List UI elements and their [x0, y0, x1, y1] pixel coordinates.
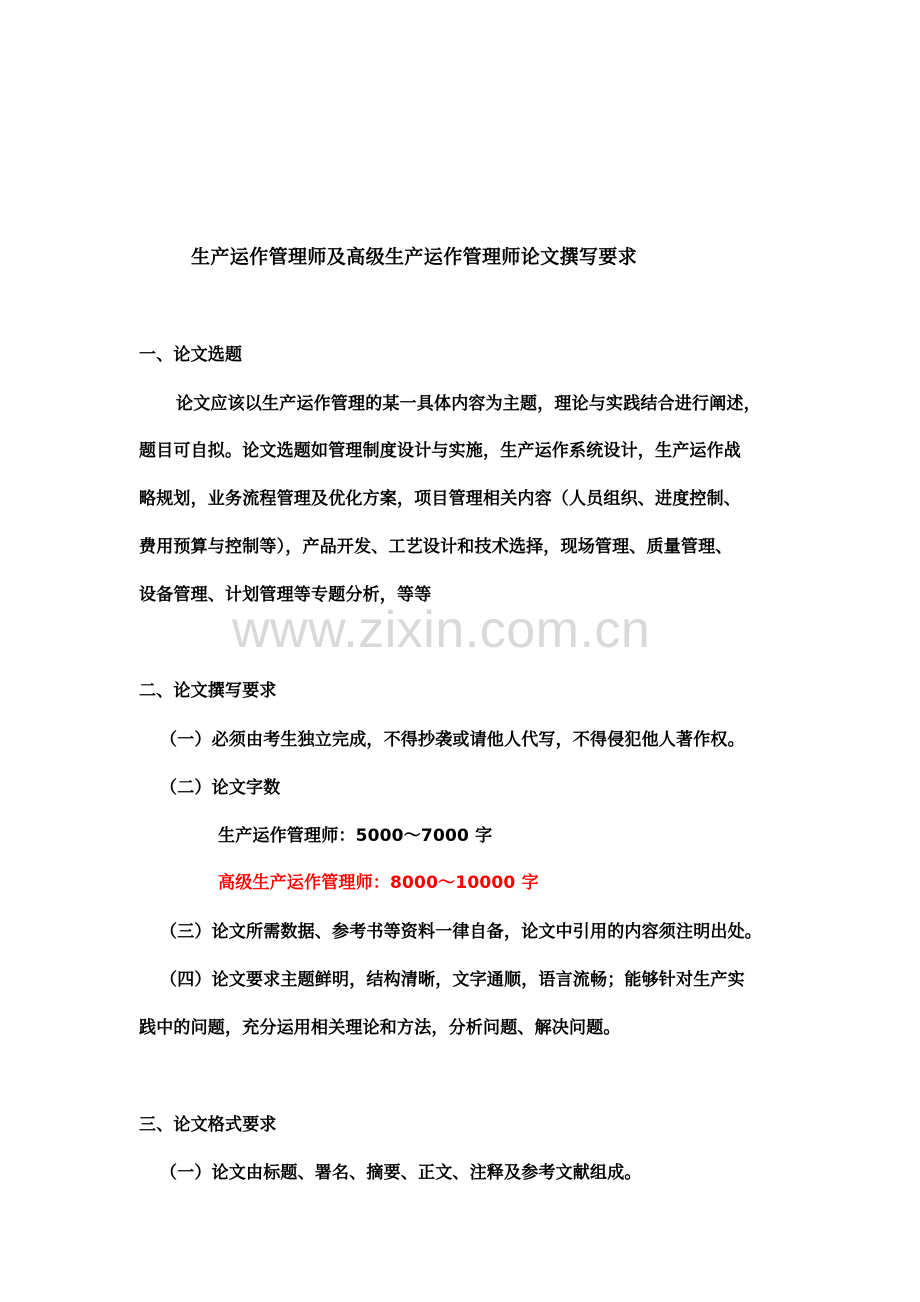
section-heading-topic: 一、论文选题 — [139, 345, 243, 365]
requirement-item: （一）必须由考生独立完成，不得抄袭或请他人代写，不得侵犯他人著作权。 — [160, 730, 745, 750]
section-heading-writing: 二、论文撰写要求 — [139, 681, 277, 701]
requirement-item: （二）论文字数 — [160, 778, 281, 798]
requirement-item: （四）论文要求主题鲜明，结构清晰，文字通顺，语言流畅；能够针对生产实 — [160, 970, 745, 990]
format-item: （一）论文由标题、署名、摘要、正文、注释及参考文献组成。 — [160, 1163, 642, 1183]
word-count-senior: 高级生产运作管理师：8000～10000 字 — [218, 873, 539, 893]
document-title: 生产运作管理师及高级生产运作管理师论文撰写要求 — [191, 246, 638, 268]
section-heading-format: 三、论文格式要求 — [139, 1115, 277, 1135]
word-count-standard: 生产运作管理师：5000～7000 字 — [218, 826, 493, 846]
paragraph-line: 略规划，业务流程管理及优化方案，项目管理相关内容（人员组织、进度控制、 — [139, 489, 741, 509]
paragraph-line: 设备管理、计划管理等专题分析，等等 — [139, 585, 432, 605]
watermark-text: www.zixin.com.cn — [232, 601, 651, 659]
paragraph-line: 费用预算与控制等），产品开发、工艺设计和技术选择，现场管理、质量管理、 — [139, 537, 733, 557]
requirement-item: （三）论文所需数据、参考书等资料一律自备，论文中引用的内容须注明出处。 — [160, 922, 762, 942]
paragraph-line: 题目可自拟。论文选题如管理制度设计与实施，生产运作系统设计，生产运作战 — [139, 441, 741, 461]
paragraph-line: 论文应该以生产运作管理的某一具体内容为主题，理论与实践结合进行阐述， — [176, 394, 761, 414]
requirement-item-continued: 践中的问题，充分运用相关理论和方法，分析问题、解决问题。 — [139, 1018, 621, 1038]
